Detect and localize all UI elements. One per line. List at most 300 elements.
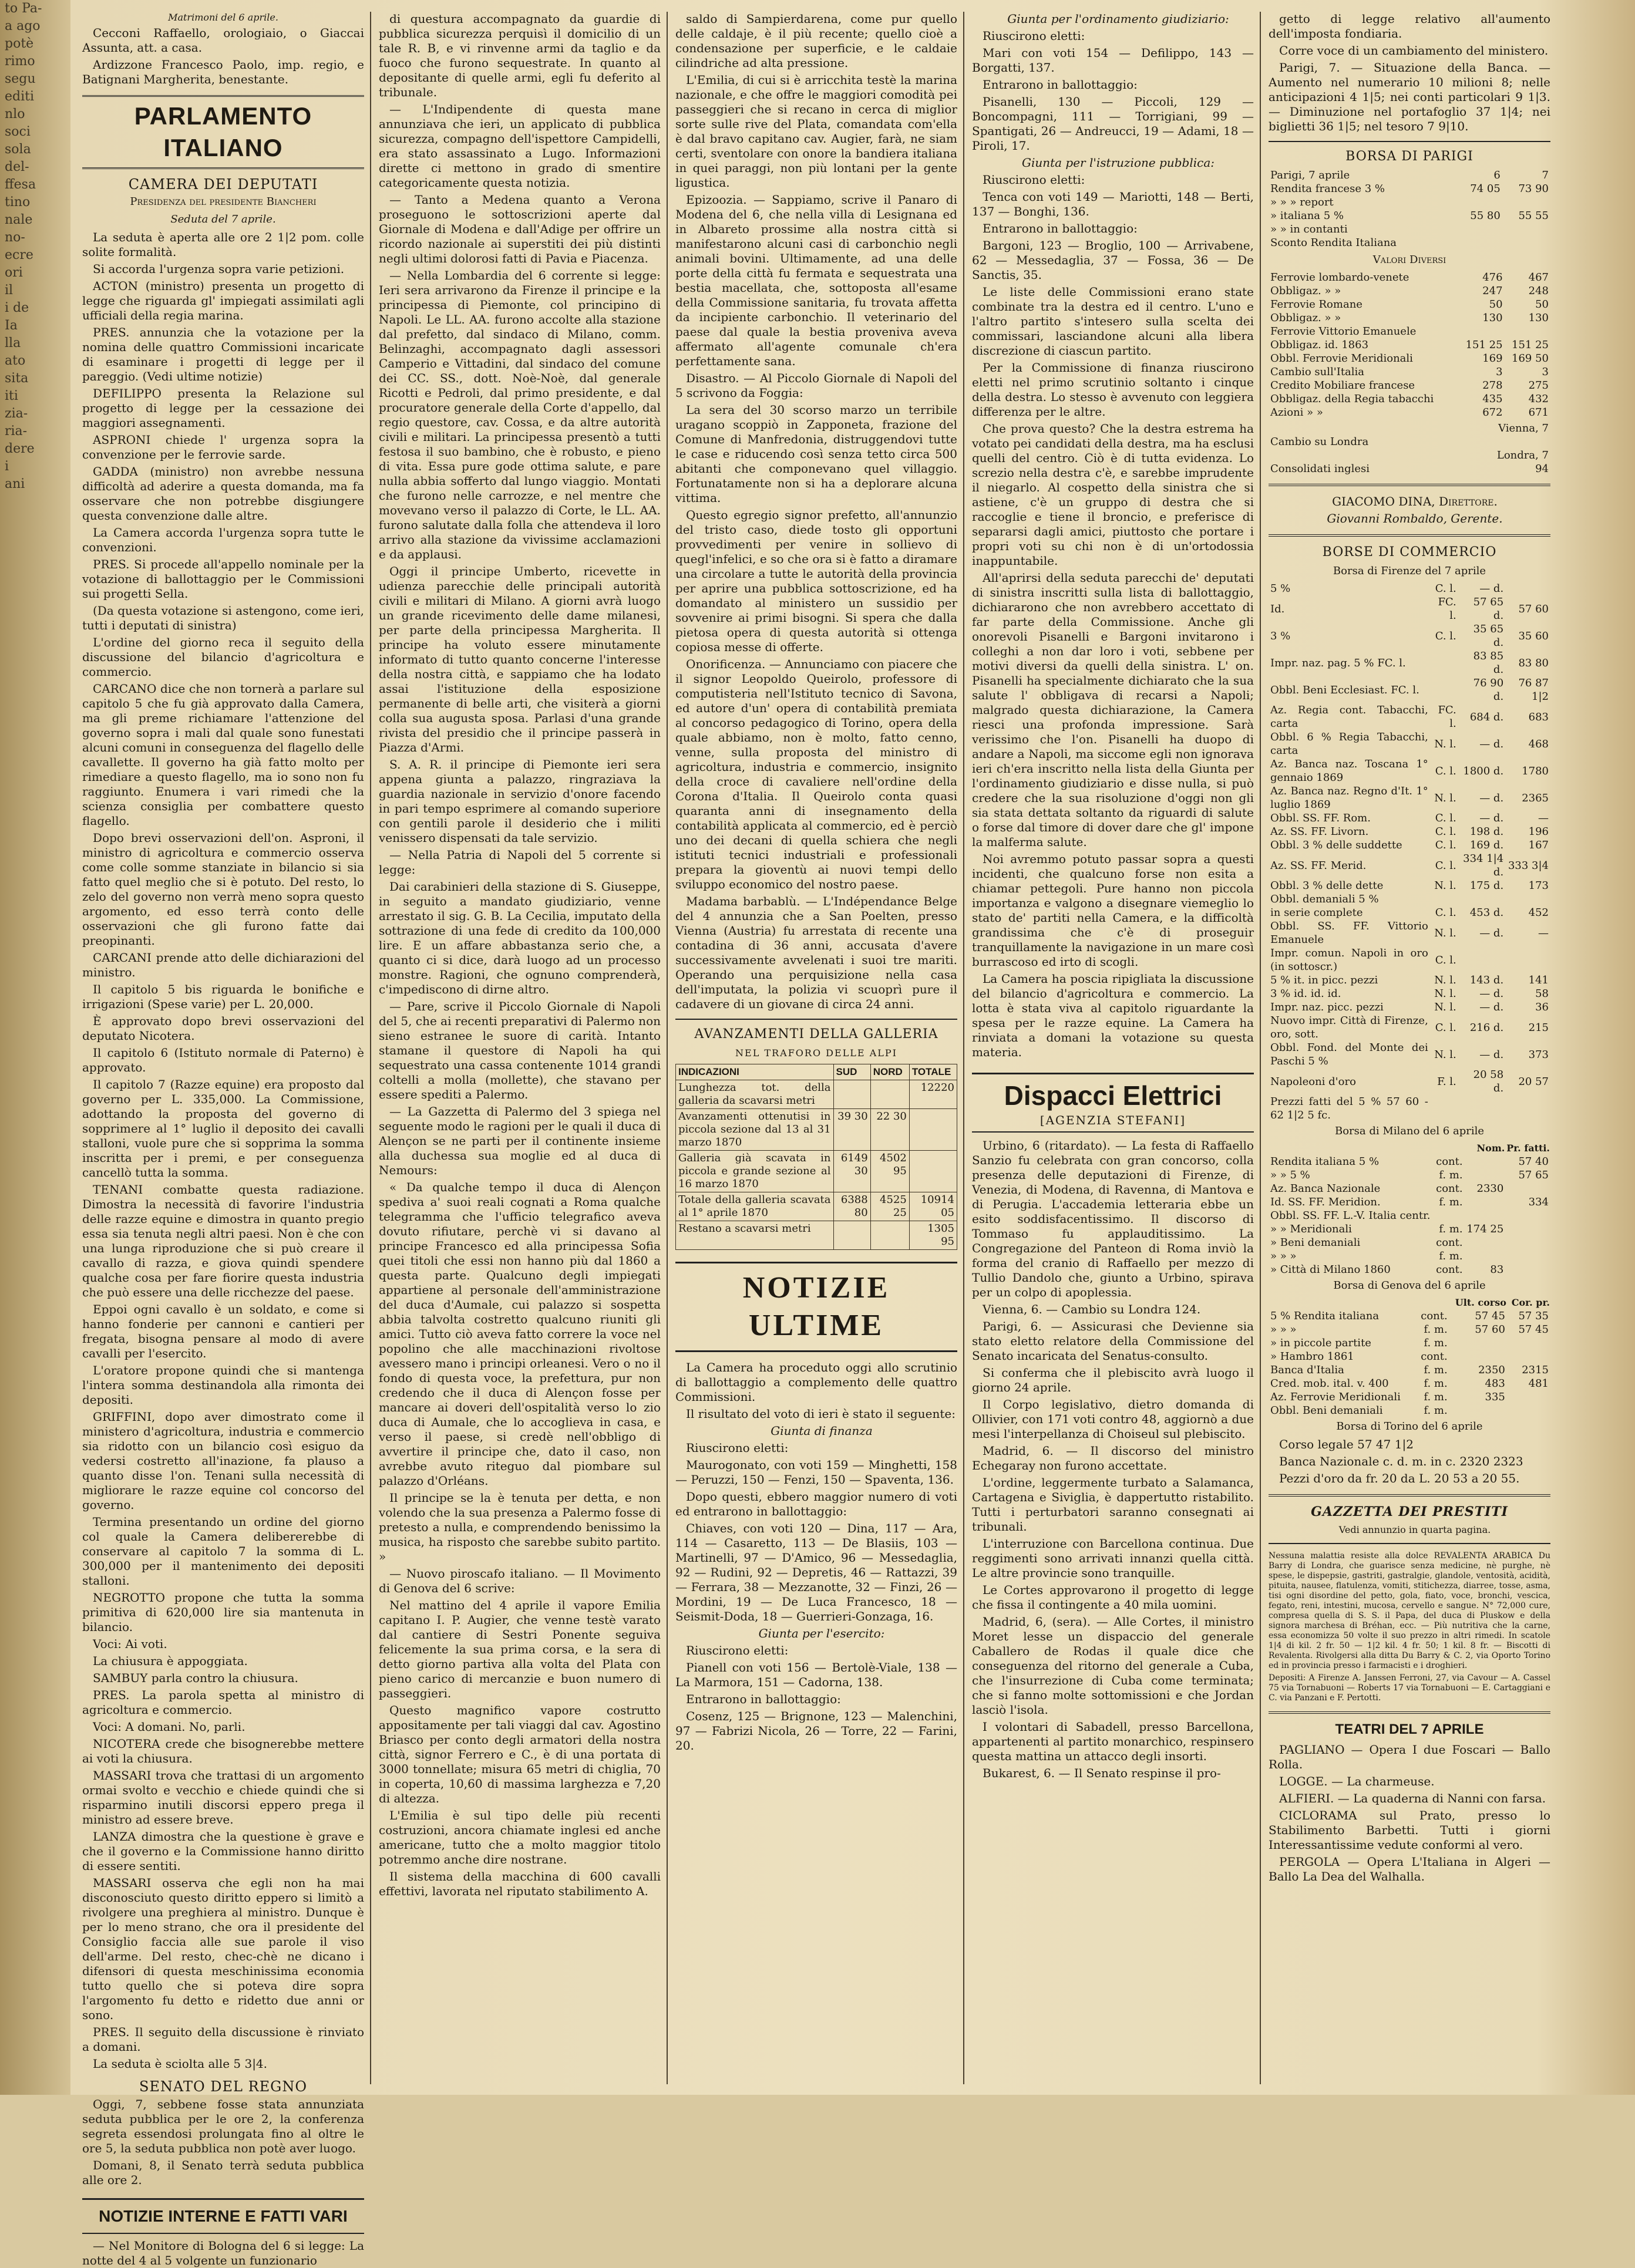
intro-paragraph: getto di legge relativo all'aumento dell'imposta fondiaria. xyxy=(1269,12,1550,41)
dispaccio: Il Corpo legislativo, dietro domanda di Ollivier, con 171 voti contro 48, aggiornò a due mesi l'interpellanza di Choiseul sul plebiscito. xyxy=(972,1397,1254,1441)
milano-row-cell: 57 40 xyxy=(1518,1155,1549,1168)
report-paragraph: Il capitolo 6 (Istituto normale di Paterno) è approvato. xyxy=(82,1046,364,1074)
torino-line: Banca Nazionale c. d. m. in c. 2320 2323 xyxy=(1279,1454,1523,1468)
valori-row-cell: Obbligaz. » » xyxy=(1270,312,1341,324)
milano-row-cell: 57 65 xyxy=(1518,1169,1549,1181)
milano-row-cell xyxy=(1505,1236,1550,1249)
gazzetta-title: GAZZETTA DEI PRESTITI xyxy=(1311,1504,1508,1519)
valori-row-cell: Ferrovie Romane xyxy=(1270,298,1362,311)
firenze-row-cell: Obbl. Beni Ecclesiast. FC. l. xyxy=(1270,683,1419,696)
firenze-row xyxy=(1269,1000,1550,1014)
giunta-esercito: Giunta per l'esercito: xyxy=(758,1626,885,1640)
firenze-row xyxy=(1269,825,1550,838)
top-notice: Matrimoni del 6 aprile. xyxy=(168,12,278,23)
teatro-entry: CICLORAMA sul Prato, presso lo Stabilimento Barbetti. Tutti i giorni Interessantissime vedute conformi al vero. xyxy=(1269,1808,1550,1852)
firenze-row-cell: Napoleoni d'oro xyxy=(1270,1075,1356,1088)
valori-row-cell: Ferrovie lombardo-venete xyxy=(1270,271,1409,284)
parigi-row-cell xyxy=(1454,223,1502,236)
parigi-row-cell: 73 90 xyxy=(1518,183,1549,195)
report-paragraph: Termina presentando un ordine del giorno col quale la Camera delibererebbe di conservare al capitolo 7 la somma di L. 300,000 per il mantenimento dei depositi stalloni. xyxy=(82,1515,364,1588)
parigi-row-cell xyxy=(1454,236,1502,250)
milano-row-cell: cont. xyxy=(1436,1263,1463,1276)
divider xyxy=(1269,141,1550,142)
firenze-row-cell: — d. xyxy=(1479,926,1504,939)
borse-title: BORSE DI COMMERCIO xyxy=(1322,545,1497,560)
galleria-title: AVANZAMENTI DELLA GALLERIA xyxy=(694,1027,938,1042)
galleria-table xyxy=(675,1064,957,1250)
genova-title: Borsa di Genova del 6 aprile xyxy=(1333,1279,1486,1292)
valori-row-cell: 435 xyxy=(1482,393,1503,405)
galleria-row-cell: 6149 30 xyxy=(833,1151,870,1192)
milano-row-cell: Id. SS. FF. Meridion. xyxy=(1270,1196,1381,1208)
milano-row-cell: f. m. xyxy=(1439,1169,1463,1181)
galleria-row-cell: Lunghezza tot. della galleria da scavarsi metri xyxy=(676,1080,834,1109)
column-2 xyxy=(379,12,661,2084)
firenze-row-cell: — d. xyxy=(1479,812,1504,824)
ultime-intro xyxy=(675,1360,957,1421)
firenze-row-cell: 215 xyxy=(1528,1021,1549,1034)
firenze-row-cell: 334 1|4 d. xyxy=(1463,852,1504,878)
valori-row-cell: Ferrovie Vittorio Emanuele xyxy=(1270,325,1417,338)
firenze-row xyxy=(1269,987,1550,1000)
galleria-header: TOTALE xyxy=(909,1064,957,1080)
milano-head-nom: Nom. xyxy=(1476,1143,1505,1154)
report-paragraph: LANZA dimostra che la questione è grave e che il governo e la Commissione hanno diritto di essere sentiti. xyxy=(82,1829,364,1873)
valori-row xyxy=(1269,392,1550,406)
edge-text: i xyxy=(5,459,9,474)
firenze-row xyxy=(1269,1014,1550,1041)
valori-row-cell: 130 xyxy=(1482,312,1503,324)
senate-paragraph: Domani, 8, il Senato terrà seduta pubblica alle ore 2. xyxy=(82,2158,364,2187)
firenze-row xyxy=(1269,838,1550,852)
senate-paragraph: Oggi, 7, sebbene fosse stata annunziata seduta pubblica per le ore 2, la conferenza segreta essendosi prolungata fino al oltre le ore 5, la seduta pubblica non potè aver luogo. xyxy=(82,2097,364,2155)
news-paragraph: — L'Indipendente di questa mane annunziava che ieri, un applicato di pubblica sicurezza, compagno dell'ispettore Campidelli, era stato assassinato a Lugo. Informazioni dirette ci mettono in grado di smentire categoricamente questa notizia. xyxy=(379,102,661,190)
firenze-row xyxy=(1269,879,1550,892)
report-paragraph: NICOTERA crede che bisognerebbe mettere ai voti la chiusura. xyxy=(82,1737,364,1765)
edge-text: zia- xyxy=(5,406,28,421)
genova-table xyxy=(1269,1296,1550,1417)
direttore: GIACOMO DINA, Direttore. xyxy=(1332,494,1498,508)
genova-row-cell: » in piccole partite xyxy=(1270,1337,1371,1349)
firenze-row xyxy=(1269,676,1550,703)
milano-row xyxy=(1269,1249,1550,1263)
firenze-row-cell: C. l. xyxy=(1435,859,1456,872)
report-paragraph: La seduta è aperta alle ore 2 1|2 pom. colle solite formalità. xyxy=(82,230,364,259)
vienna-label: Vienna, 7 xyxy=(1498,422,1549,434)
firenze-row xyxy=(1269,946,1550,973)
genova-row-cell xyxy=(1449,1336,1507,1350)
commentary-paragraph: Le liste delle Commissioni erano state combinate tra la destra ed il centro. L'uno e l'altro partito s'intesero sulla scelta dei commissari, lasciandone alcuni alla libera discrezione di ciascun partito. xyxy=(972,285,1254,358)
firenze-row-cell: 83 80 xyxy=(1518,656,1549,669)
dispaccio: Madrid, 6. — Il discorso del ministro Echegaray non furono accettate. xyxy=(972,1444,1254,1472)
valori-row xyxy=(1269,311,1550,325)
chamber-report xyxy=(82,230,364,2071)
ultime-paragraph: Il risultato del voto di ieri è stato il seguente: xyxy=(686,1407,956,1421)
firenze-row xyxy=(1269,757,1550,784)
commentary xyxy=(972,285,1254,1060)
firenze-row-cell: 76 90 d. xyxy=(1473,677,1504,703)
dispaccio: Vienna, 6. — Cambio su Londra 124. xyxy=(983,1302,1201,1316)
divider xyxy=(675,1019,957,1020)
report-paragraph: La chiusura è appoggiata. xyxy=(93,1654,248,1668)
milano-row-cell: cont. xyxy=(1436,1155,1463,1168)
column-4 xyxy=(972,12,1254,2084)
report-paragraph: È approvato dopo brevi osservazioni del deputato Nicotera. xyxy=(82,1014,364,1043)
news-paragraph: — La Gazzetta di Palermo del 3 spiega nel seguente modo le ragioni per le quali il duca di Alençon se ne parti per il continente insieme alla duchessa sua moglie ed al duca di Nemours: xyxy=(379,1104,661,1177)
report-paragraph: (Da questa votazione si astengono, come ieri, tutti i deputati di sinistra) xyxy=(82,604,364,632)
riuscirono-label: Riuscirono eletti: xyxy=(686,1643,789,1657)
valori-row-cell: Obbligaz. » » xyxy=(1270,285,1341,297)
chamber-title: CAMERA DEI DEPUTATI xyxy=(128,176,318,193)
milano-table xyxy=(1269,1142,1550,1276)
parigi-row xyxy=(1269,236,1550,250)
giunta-giudiziario: Giunta per l'ordinamento giudiziario: xyxy=(1007,12,1229,26)
milano-row-cell: Rendita italiana 5 % xyxy=(1270,1155,1380,1168)
gerente: Giovanni Rombaldo, Gerente. xyxy=(1327,511,1503,525)
firenze-row-cell: 216 d. xyxy=(1469,1021,1504,1034)
report-paragraph: Eppoi ogni cavallo è un soldato, e come si hanno fonderie per cannoni e cantieri per fregata, bisogna pensare al modo di avere cavalli per l'esercito. xyxy=(82,1302,364,1360)
news-items xyxy=(379,12,661,1899)
borsa-parigi-title: BORSA DI PARIGI xyxy=(1345,149,1473,164)
teatro-entry: ALFIERI. — La quaderna di Nanni con farsa. xyxy=(1279,1791,1546,1805)
notizie-ultime-title: NOTIZIE ULTIME xyxy=(675,1262,957,1352)
genova-row xyxy=(1269,1390,1550,1404)
valori-row-cell: Cambio sull'Italia xyxy=(1270,366,1365,378)
divider xyxy=(1269,1543,1550,1544)
firenze-row-cell: 35 65 d. xyxy=(1473,623,1504,649)
genova-row-cell xyxy=(1507,1350,1550,1363)
genova-row xyxy=(1269,1350,1550,1363)
milano-head-prezzi: Pr. fatti. xyxy=(1506,1143,1550,1154)
valori-row-cell: 467 xyxy=(1528,271,1549,284)
valori-table xyxy=(1269,271,1550,419)
galleria-row-cell: Totale della galleria scavata al 1° aprile 1870 xyxy=(676,1192,834,1221)
teatro-entry: PAGLIANO — Opera I due Foscari — Ballo Rolla. xyxy=(1269,1743,1550,1771)
column-rule xyxy=(963,12,964,2084)
firenze-row-cell xyxy=(1430,892,1458,906)
report-paragraph: DEFILIPPO presenta la Relazione sul progetto di legge per la cessazione dei maggiori assegnamenti. xyxy=(82,386,364,430)
milano-row-cell: f. m. xyxy=(1439,1250,1463,1262)
milano-row xyxy=(1269,1182,1550,1195)
firenze-row xyxy=(1269,730,1550,757)
agenzia-label: [AGENZIA STEFANI] xyxy=(972,1113,1254,1133)
firenze-row-cell: 167 xyxy=(1528,839,1549,851)
genova-row-cell: f. m. xyxy=(1424,1391,1448,1403)
report-paragraph: Dopo brevi osservazioni dell'on. Asproni, il ministro di agricoltura e commercio osserva come colle somme stanziate in bilancio si sia fatto quel meglio che si è potuto. Del resto, lo zelo del governo non verrà meno sopra questo argomento, ed esso terrà conto delle osservazioni che gli furono fatte dai preopinanti. xyxy=(82,831,364,948)
report-paragraph: MASSARI osserva che egli non ha mai disconosciuto questo diritto eppero si limitò a rivolgere una preghiera al ministro. Dunque è per lo meno strano, che ora il presidente del Consiglio faccia alle sue parole il viso dell'arme. Del resto, chec-chè ne dicano i difensori di questa meschinissima economia tutto quello che si poteva dire sopra l'argomento fu detto e ridetto due anni or sono. xyxy=(82,1876,364,2022)
firenze-row-cell xyxy=(1505,892,1550,906)
firenze-row-cell xyxy=(1458,1095,1505,1122)
column-rule xyxy=(1260,12,1261,2084)
divider xyxy=(1269,1711,1550,1714)
galleria-row-cell: Avanzamenti ottenutisi in piccola sezione dal 13 al 31 marzo 1870 xyxy=(676,1109,834,1151)
finanza-eletti: Maurogonato, con voti 159 — Minghetti, 158 — Peruzzi, 150 — Fenzi, 150 — Spaventa, 136. xyxy=(675,1458,957,1487)
firenze-row xyxy=(1269,649,1550,676)
news-paragraph: Il principe se la è tenuta per detta, e non volendo che la sua presenza a Palermo fosse di pretesto a nulla, e comprendendo benissimo la musica, ha risposto che sarebbe subito partito. » xyxy=(379,1491,661,1563)
news-paragraph: — Pare, scrive il Piccolo Giornale di Napoli del 5, che ai recenti preparativi di Palermo non sieno estranee le suore di carità. Intanto stamane il questore di Napoli ha qui sequestrato una cassa contenente 1014 grandi coltelli a molla (mollette), che stavano per essere spediti a Palermo. xyxy=(379,999,661,1101)
firenze-row-cell xyxy=(1458,946,1505,973)
valori-row xyxy=(1269,406,1550,419)
firenze-row-cell: 684 d. xyxy=(1469,710,1504,723)
firenze-row-cell: 1800 d. xyxy=(1463,764,1504,777)
edge-text: ato xyxy=(5,353,26,368)
edge-text: ecre xyxy=(5,248,33,262)
news-items xyxy=(675,12,957,1012)
firenze-row-cell: Obbl. SS. FF. Rom. xyxy=(1270,812,1371,824)
firenze-row-cell: C. l. xyxy=(1435,764,1456,777)
valori-row-cell: 50 xyxy=(1489,298,1503,311)
news-paragraph: — Nella Patria di Napoli del 5 corrente si legge: xyxy=(379,848,661,877)
senate-report xyxy=(82,2097,364,2188)
firenze-row-cell: 452 xyxy=(1528,906,1549,919)
report-paragraph: CARCANO dice che non tornerà a parlare sul capitolo 5 che fu già approvato dalla Camera, ma gli preme richiamare l'attenzione del governo sopra i mali dal quale sono funestati alcuni comuni in conseguenza del flagello delle cavallette. Il governo ha già fatto molto per rimediare a questo flagello, ma io sono non fu raggiunto. Enumera i vari rimedi che la scienza consiglia per combattere questo flagello. xyxy=(82,682,364,828)
valori-row-cell: Azioni » » xyxy=(1270,406,1323,419)
galleria-row-cell: 6388 80 xyxy=(833,1192,870,1221)
valori-row xyxy=(1269,298,1550,311)
milano-row-cell xyxy=(1505,1222,1550,1236)
torino-line: Pezzi d'oro da fr. 20 da L. 20 53 a 20 55. xyxy=(1279,1471,1520,1485)
milano-row-cell xyxy=(1505,1263,1550,1276)
report-paragraph: PRES. La parola spetta al ministro di agricoltura e commercio. xyxy=(82,1688,364,1717)
genova-row-cell: » Hambro 1861 xyxy=(1270,1350,1354,1363)
genova-row-cell: 57 60 xyxy=(1475,1323,1505,1336)
firenze-row-cell: N. l. xyxy=(1434,737,1456,750)
firenze-row-cell: 196 xyxy=(1528,825,1549,838)
news-paragraph: Madama barbablù. — L'Indépendance Belge del 4 annunzia che a San Poelten, presso Vienna (Austria) fu arrestata di recente una contadina di 36 anni, accusata d'avere successivamente avvelenati i suoi tre mariti. Operando una perquisizione nella casa dell'imputata, la polizia vi scuoprì pure il cadavere di un giovane di circa 24 anni. xyxy=(675,894,957,1011)
firenze-row-cell: N. l. xyxy=(1434,988,1456,1000)
galleria-header: NORD xyxy=(870,1064,909,1080)
firenze-row-cell: C. l. xyxy=(1435,812,1456,824)
firenze-row-cell: N. l. xyxy=(1434,791,1456,804)
parigi-row xyxy=(1269,223,1550,236)
firenze-row-cell xyxy=(1458,892,1505,906)
valori-row-cell: 151 25 xyxy=(1512,339,1549,351)
teatri-title: TEATRI DEL 7 APRILE xyxy=(1335,1721,1484,1737)
galleria-row-cell: 1305 95 xyxy=(909,1221,957,1250)
genova-row-cell: f. m. xyxy=(1424,1364,1448,1376)
valori-row-cell: 3 xyxy=(1496,366,1503,378)
genova-row-cell: 2350 xyxy=(1478,1364,1505,1376)
firenze-row-cell: Impr. comun. Napoli in oro (in sottoscr.) xyxy=(1270,947,1428,973)
edge-text: sola xyxy=(5,142,31,157)
dispacci-list xyxy=(972,1138,1254,1781)
firenze-row-cell: Impr. naz. picc. pezzi xyxy=(1270,1001,1384,1013)
edge-text: no- xyxy=(5,230,25,245)
news-paragraph: Epizoozia. — Sappiamo, scrive il Panaro di Modena del 6, che nella villa di Lesignana ed in Albareto prossime alla nostra città si manifestarono alcuni casi di carbonchio negli animali bovini. Ultimamente, ad una delle porte della città fu fermata e sequestrata una bestia macellata, che, sottoposta all'esame della Commissione sanitaria, fu trovata affetta da incipiente carbonchio. Il veterinario del paese dal quale la bestia proveniva aveva affermato all'agente comunale ch'era perfettamente sana. xyxy=(675,193,957,368)
firenze-row-cell: 143 d. xyxy=(1469,974,1504,986)
news-paragraph: L'Emilia è sul tipo delle più recenti costruzioni, ancora chiamate inglesi ed anche americane, tutto che a molto maggior titolo potremmo anche dire nostrane. xyxy=(379,1808,661,1866)
firenze-row-cell: 333 3|4 xyxy=(1508,859,1549,872)
edge-text: ori xyxy=(5,265,23,280)
valori-row-cell xyxy=(1505,325,1550,338)
consolidati-value: 94 xyxy=(1535,463,1549,475)
firenze-row-cell: Az. Regia cont. Tabacchi, carta xyxy=(1270,704,1428,730)
galleria-row xyxy=(676,1080,957,1109)
genova-row-cell: cont. xyxy=(1421,1350,1448,1363)
esercito-eletti: Pianell con voti 156 — Bertolè-Viale, 138 — La Marmora, 151 — Cadorna, 138. xyxy=(675,1660,957,1689)
galleria-row xyxy=(676,1221,957,1250)
firenze-row-cell: — d. xyxy=(1479,737,1504,750)
report-paragraph: GRIFFINI, dopo aver dimostrato come il ministero d'agricoltura, industria e commercio sia ridotto con un bilancio così esiguo da vedersi costretto all'inazione, fa plauso a quanto disse l'on. Tenani sulla necessità di migliorare le razze equine col concorso del governo. xyxy=(82,1410,364,1512)
firenze-row-cell: Obbl. Fond. del Monte dei Paschi 5 % xyxy=(1270,1042,1428,1067)
milano-row xyxy=(1269,1195,1550,1209)
dispaccio: Urbino, 6 (ritardato). — La festa di Raffaello Sanzio fu celebrata con gran concorso, colla presenza delle deputazioni di Firenze, di Venezia, di Modena, di Ravenna, di Mantova e di Perugia. L'accademia letteraria ebbe un esito soddisfacentissimo. Il discorso di Tommaso fu applauditissimo. La Congregazione del Panteon di Roma inviò la forma del cranio di Raffaello per mezzo di Tullio Dandolo che, giunto a Urbino, spirava per un colpo di apoplessia. xyxy=(972,1138,1254,1299)
milano-row-cell xyxy=(1505,1182,1550,1195)
milano-row-cell xyxy=(1465,1209,1506,1222)
parigi-row-cell: 74 05 xyxy=(1470,183,1501,195)
column-1 xyxy=(82,12,364,2267)
giunta-finanza: Giunta di finanza xyxy=(771,1424,873,1438)
genova-row-cell xyxy=(1507,1404,1550,1417)
edge-text: to Pa- xyxy=(5,1,42,16)
milano-row-cell: f. m. xyxy=(1439,1223,1463,1235)
edge-text: soci xyxy=(5,124,31,139)
valori-row-cell: 672 xyxy=(1482,406,1503,419)
firenze-row-cell xyxy=(1505,582,1550,595)
firenze-row-cell: 5 % xyxy=(1270,582,1291,595)
genova-row-cell: f. m. xyxy=(1424,1337,1448,1349)
column-rule xyxy=(667,12,668,2084)
firenze-row-cell: 5 % it. in picc. pezzi xyxy=(1270,974,1378,986)
news-paragraph: La sera del 30 scorso marzo un terribile uragano scoppiò in Zapponeta, frazione del Comune di Manfredonia, distruggendovi tutte le case e riducendo così senza tetto circa 500 abitanti che componevano quel villaggio. Fortunatamente non si ha a deplorare alcuna vittima. xyxy=(675,403,957,505)
firenze-row-cell: 175 d. xyxy=(1469,879,1504,892)
firenze-row-cell: 3 % xyxy=(1270,629,1291,642)
firenze-row xyxy=(1269,622,1550,649)
milano-row xyxy=(1269,1168,1550,1182)
firenze-row-cell: 169 d. xyxy=(1469,839,1504,851)
edge-text: ani xyxy=(5,477,25,491)
firenze-row-cell: Prezzi fatti del 5 % 57 60 - 62 1|2 5 fc. xyxy=(1270,1096,1428,1121)
report-paragraph: ASPRONI chiede l' urgenza sopra la convenzione per le ferrovie sarde. xyxy=(82,433,364,461)
genova-row-cell: Banca d'Italia xyxy=(1270,1364,1344,1376)
parigi-row-cell xyxy=(1454,196,1502,209)
firenze-row-cell: FC. l. xyxy=(1438,704,1456,730)
firenze-row-cell: C. l. xyxy=(1435,1021,1456,1034)
advertisement-depositi: Depositi: A Firenze A. Janssen Ferroni, 27, via Cavour — A. Cassel 75 via Tornabuoni — Roberts 17 via Tornabuoni — E. Cartaggiani e C. via Panzani e F. Pertotti. xyxy=(1269,1673,1550,1703)
notice-line: Ardizzone Francesco Paolo, imp. regio, e Batignani Margherita, benestante. xyxy=(82,58,364,86)
genova-head-ult: Ult. corso xyxy=(1455,1297,1506,1308)
firenze-row-cell xyxy=(1430,1095,1458,1122)
parigi-row-cell: » italiana 5 % xyxy=(1270,210,1344,222)
firenze-row-cell: Nuovo impr. Città di Firenze, oro, sott. xyxy=(1270,1015,1428,1040)
valori-row xyxy=(1269,325,1550,338)
firenze-row-cell: 20 57 xyxy=(1518,1075,1549,1088)
firenze-row-cell: Az. SS. FF. Livorn. xyxy=(1270,825,1369,838)
firenze-row-cell xyxy=(1505,1095,1550,1122)
galleria-row-cell xyxy=(909,1109,957,1151)
finanza-ballot-intro: Dopo questi, ebbero maggior numero di voti ed entrarono in ballottaggio: xyxy=(675,1489,957,1518)
istr-eletti: Tenca con voti 149 — Mariotti, 148 — Berti, 137 — Bonghi, 136. xyxy=(972,190,1254,218)
report-paragraph: NEGROTTO propone che tutta la somma primitiva di 620,000 lire sia mantenuta in bilancio. xyxy=(82,1590,364,1634)
edge-text: rimo xyxy=(5,54,35,69)
news-paragraph: Il sistema della macchina di 600 cavalli effettivi, lavorata nel riputato stabilimento A. xyxy=(379,1869,661,1898)
valori-title: Valori Diversi xyxy=(1372,254,1446,266)
genova-row-cell: 481 xyxy=(1528,1377,1549,1390)
milano-row-cell xyxy=(1465,1249,1506,1263)
firenze-row-cell: Obbl. demaniali 5 % xyxy=(1270,893,1379,905)
genova-row-cell: Az. Ferrovie Meridionali xyxy=(1270,1391,1401,1403)
milano-row-cell: f. m. xyxy=(1439,1196,1463,1208)
report-paragraph: Si accorda l'urgenza sopra varie petizioni. xyxy=(93,262,345,276)
column-5 xyxy=(1269,12,1550,2084)
firenze-row-cell: — d. xyxy=(1479,1001,1504,1013)
firenze-row-cell xyxy=(1430,676,1458,703)
news-paragraph: L'Emilia, di cui si è arricchita testè la marina nazionale, e che offre le maggiori comodità pei passeggieri che si recano in cerca di miglior sorte sulle rive del Plata, comandata com'ella è dal bravo capitano cav. Augier, farà, ne siam certi, sventolare con onore la bandiera italiana in quei paraggi, non più lontani per la gente ligustica. xyxy=(675,73,957,190)
milano-row xyxy=(1269,1263,1550,1276)
valori-row-cell: Obbligaz. id. 1863 xyxy=(1270,339,1369,351)
genova-row-cell xyxy=(1449,1404,1507,1417)
milano-row-cell: » Città di Milano 1860 xyxy=(1270,1263,1391,1276)
galleria-row-cell: Restano a scavarsi metri xyxy=(676,1221,834,1250)
finanza-ballot: Chiaves, con voti 120 — Dina, 117 — Ara, 114 — Casaretto, 113 — De Blasiis, 103 — Martinelli, 97 — D'Amico, 96 — Messedaglia, 92 — Rudini, 92 — Depretis, 46 — Rattazzi, 39 — Ferrara, 38 — Mezzanotte, 32 — Finzi, 26 — Mordini, 19 — De Luca Francesco, 18 — Seismit-Doda, 18 — Guerrieri-Gonzaga, 16. xyxy=(675,1521,957,1623)
firenze-row-cell: — xyxy=(1538,812,1549,824)
galleria-row-cell: 4502 95 xyxy=(870,1151,909,1192)
galleria-row-cell xyxy=(833,1080,870,1109)
firenze-row-cell: Az. SS. FF. Merid. xyxy=(1270,859,1367,872)
news-paragraph: Oggi il principe Umberto, ricevette in udienza parecchie delle principali autorità civili e militari di Milano. A giorni avrà luogo un grande ricevimento delle dame milanesi, per parte della principessa Margherita. Il principe ha voluto essere minutamente informato di tutto quanto concerne l'interesse della nostra città, e sappiamo che ha lodato assai l'istituzione della esposizione permanente di belle arti, che visiterà a giorni colla sua augusta sposa. Parlasi d'una grande rivista del presidio che il principe passerà in Piazza d'Armi. xyxy=(379,564,661,754)
firenze-row-cell: Az. Banca naz. Regno d'It. 1° luglio 1869 xyxy=(1270,785,1428,811)
milano-row-cell xyxy=(1505,1209,1550,1222)
firenze-row-cell: N. l. xyxy=(1434,1048,1456,1061)
commentary-paragraph: Che prova questo? Che la destra estrema ha votato pei candidati della destra, ma ha esclusi quelli del centro. Ciò è di tutta evidenza. Lo screzio nella destra c'è, e sarebbe imprudente il niegarlo. Al cospetto della sinistra che si astiene, c'è un gruppo di destra che si raccoglie e tiene il broncio, e preferisce di separarsi dagli amici, piuttosto che portare i propri voti su chi non è di un'ortodossia inappuntabile. xyxy=(972,422,1254,568)
valori-row-cell: 671 xyxy=(1528,406,1549,419)
firenze-row-cell: C. l. xyxy=(1435,906,1456,919)
valori-row-cell: 278 xyxy=(1482,379,1503,392)
report-paragraph: TENANI combatte questa radiazione. Dimostra la necessità di favorire l'industria delle razze equine e dimostra in quanto pregio essa sia tenuta negli altri paesi. Non è che con una lunga riproduzione che si può creare il cavallo di razza, e giova quindi spendere qualche cosa per fare fiorire questa industria che può essere una delle ricchezze del paese. xyxy=(82,1182,364,1299)
milano-row-cell: » » » xyxy=(1270,1250,1297,1262)
edge-text: nlo xyxy=(5,107,25,122)
edge-text: iti xyxy=(5,389,18,403)
firenze-row-cell: — d. xyxy=(1479,1048,1504,1061)
parigi-row-cell: 55 80 xyxy=(1470,210,1501,222)
firenze-row xyxy=(1269,852,1550,879)
firenze-row-cell: 1780 xyxy=(1522,764,1549,777)
dispacci-title: Dispacci Elettrici xyxy=(972,1073,1254,1112)
news-paragraph: Onorificenza. — Annunciamo con piacere che il signor Leopoldo Queirolo, professore di computisteria nell'Istituto tecnico di Savona, ed autore d'un' opera di contabilità premiata al concorso pedagogico di Torino, opera della quale abbiamo, non è molto, fatto cenno, venne, sulla proposta del ministro di agricoltura, industria e commercio, insignito della croce di cavaliere nell'ordine della Corona d'Italia. Il Queirolo conta quasi quaranta anni di insegnamento della contabilità applicata al commercio, ed è perciò uno dei decani di quella schiera che negli istituti tecnici industriali e professionali prepara la gioventù ai nuovi tempi dello sviluppo economico del nostro paese. xyxy=(675,657,957,891)
firenze-row-cell: C. l. xyxy=(1435,629,1456,642)
milano-row-cell xyxy=(1465,1236,1506,1249)
column-3 xyxy=(675,12,957,2084)
galleria-row-cell: 4525 25 xyxy=(870,1192,909,1221)
parigi-row-cell: Sconto Rendita Italiana xyxy=(1270,237,1397,249)
milano-row-cell: » Beni demaniali xyxy=(1270,1236,1361,1249)
genova-row-cell: 335 xyxy=(1485,1391,1505,1403)
edge-text: il xyxy=(5,283,14,298)
parigi-date-row xyxy=(1269,169,1550,182)
genova-row-cell: f. m. xyxy=(1424,1377,1448,1390)
torino-title: Borsa di Torino del 6 aprile xyxy=(1336,1420,1483,1433)
firenze-row-cell: — xyxy=(1538,926,1549,939)
column-rule xyxy=(370,12,371,2084)
news-paragraph: Disastro. — Al Piccolo Giornale di Napoli del 5 scrivono da Foggia: xyxy=(675,371,957,400)
firenze-row-cell: 20 58 d. xyxy=(1473,1069,1504,1094)
galleria-row xyxy=(676,1192,957,1221)
entrarono-label: Entrarono in ballottaggio: xyxy=(983,77,1138,92)
senate-title: SENATO DEL REGNO xyxy=(139,2078,308,2095)
valori-row-cell: 130 xyxy=(1528,312,1549,324)
firenze-row-cell: Obbl. SS. FF. Vittorio Emanuele xyxy=(1270,920,1428,946)
valori-row-cell: 169 50 xyxy=(1512,352,1549,365)
firenze-row-cell: FC. l. xyxy=(1438,596,1456,622)
edge-text: segu xyxy=(5,72,36,86)
session-line: Seduta del 7 aprile. xyxy=(170,213,276,225)
dispaccio: Si conferma che il plebiscito avrà luogo il giorno 24 aprile. xyxy=(972,1366,1254,1394)
firenze-row-cell: N. l. xyxy=(1434,926,1456,939)
galleria-row-cell xyxy=(833,1221,870,1250)
report-paragraph: Voci: Ai voti. xyxy=(93,1637,167,1651)
divider xyxy=(1269,484,1550,486)
valori-row-cell xyxy=(1458,325,1504,338)
